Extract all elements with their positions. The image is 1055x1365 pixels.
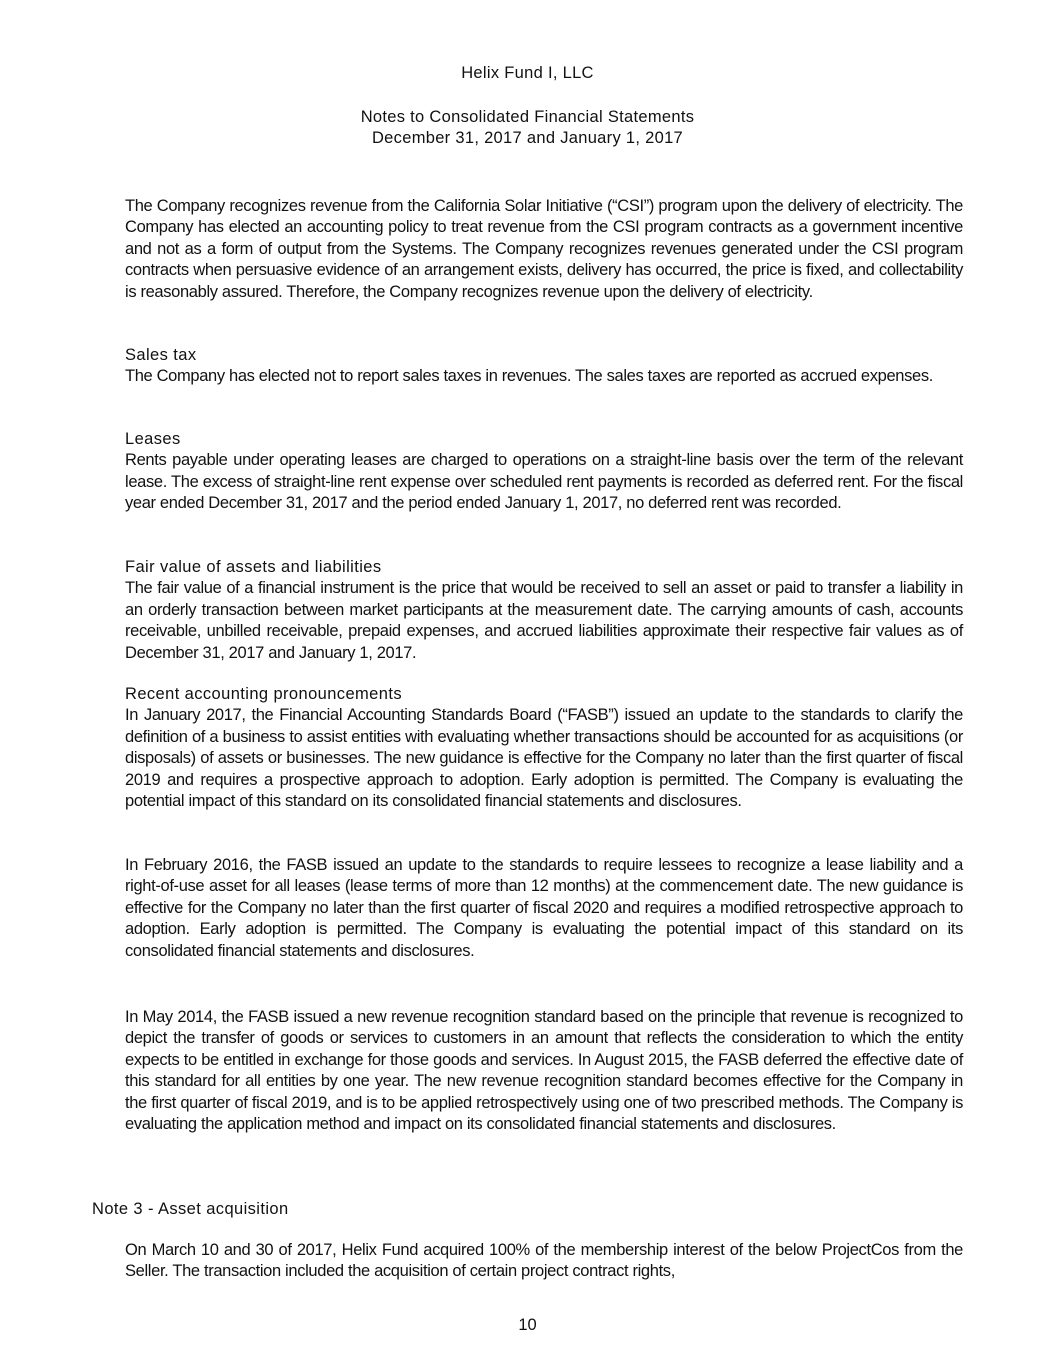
- section-recent-pronouncements: [125, 684, 963, 812]
- section-fair-value: [125, 557, 963, 664]
- section-pronouncement-2: [125, 855, 963, 962]
- section-pronouncement-3: [125, 1007, 963, 1135]
- sales-tax-paragraph: The Company has elected not to report sales taxes in revenues. The sales taxes are reported as accrued expenses.: [125, 367, 933, 386]
- fair-value-paragraph: The fair value of a financial instrument is the price that would be received to sell an asset or paid to transfer a liability in an orderly transaction between market participants at the measurement date. The carrying amounts of cash, accounts receivable, unbilled receivable, prepaid expenses, and accrued liabilities approximate their respective fair values as of December 31, 2017 and January 1, 2017.: [125, 579, 963, 662]
- section-revenue-csi: [125, 196, 963, 303]
- section-note3: [125, 1240, 963, 1283]
- pronouncement-paragraph-1: In January 2017, the Financial Accounting Standards Board (“FASB”) issued an update to the standards to clarify the definition of a business to assist entities with evaluating whether transactions should be accounted for as acquisitions (or disposals) of assets or businesses. The new guidance is effective for the Company no later than the first quarter of fiscal 2019 and requires a prospective approach to adoption. Early adoption is permitted. The Company is evaluating the potential impact of this standard on its consolidated financial statements and disclosures.: [125, 706, 963, 811]
- document-title: Notes to Consolidated Financial Statements: [360, 108, 695, 126]
- leases-heading: Leases: [125, 430, 181, 448]
- section-sales-tax: [125, 345, 963, 388]
- recent-pronouncements-heading: Recent accounting pronouncements: [125, 685, 402, 703]
- pronouncement-paragraph-2: In February 2016, the FASB issued an update to the standards to require lessees to recognize a lease liability and a right-of-use asset for all leases (lease terms of more than 12 months) at the commencement date. The new guidance is effective for the Company no later than the first quarter of fiscal 2020 and requires a modified retrospective approach to adoption. Early adoption is permitted. The Company is evaluating the potential impact of this standard on its consolidated financial statements and disclosures.: [125, 856, 963, 960]
- sales-tax-heading: Sales tax: [125, 346, 197, 364]
- company-name: Helix Fund I, LLC: [461, 64, 594, 82]
- note3-heading: Note 3 - Asset acquisition: [92, 1200, 289, 1218]
- page-number: 10: [518, 1316, 537, 1334]
- section-leases: [125, 429, 963, 515]
- note3-paragraph: On March 10 and 30 of 2017, Helix Fund acquired 100% of the membership interest of the below ProjectCos from the Seller. The transaction included the acquisition of certain project contract rights,: [125, 1241, 963, 1281]
- leases-paragraph: Rents payable under operating leases are charged to operations on a straight-line basis over the term of the relevant lease. The excess of straight-line rent expense over scheduled rent payments is recorded as deferred rent. For the fiscal year ended December 31, 2017 and the period ended January 1, 2017, no deferred rent was recorded.: [125, 451, 963, 513]
- revenue-csi-paragraph: The Company recognizes revenue from the California Solar Initiative (“CSI”) program upon the delivery of electricity. The Company has elected an accounting policy to treat revenue from the CSI program contracts as a government incentive and not as a form of output from the Systems. The Company recognizes revenues generated under the CSI program contracts when persuasive evidence of an arrangement exists, delivery has occurred, the price is fixed, and collectability is reasonably assured. Therefore, the Company recognizes revenue upon the delivery of electricity.: [125, 197, 963, 301]
- document-date: December 31, 2017 and January 1, 2017: [371, 129, 684, 147]
- fair-value-heading: Fair value of assets and liabilities: [125, 558, 382, 576]
- pronouncement-paragraph-3: In May 2014, the FASB issued a new revenue recognition standard based on the principle that revenue is recognized to depict the transfer of goods or services to customers in an amount that reflects the consideration to which the entity expects to be entitled in exchange for those goods and services. In August 2015, the FASB deferred the effective date of this standard for all entities by one year. The new revenue recognition standard becomes effective for the Company in the first quarter of fiscal 2019, and is to be applied retrospectively using one of two prescribed methods. The Company is evaluating the application method and impact on its consolidated financial statements and disclosures.: [125, 1008, 963, 1134]
